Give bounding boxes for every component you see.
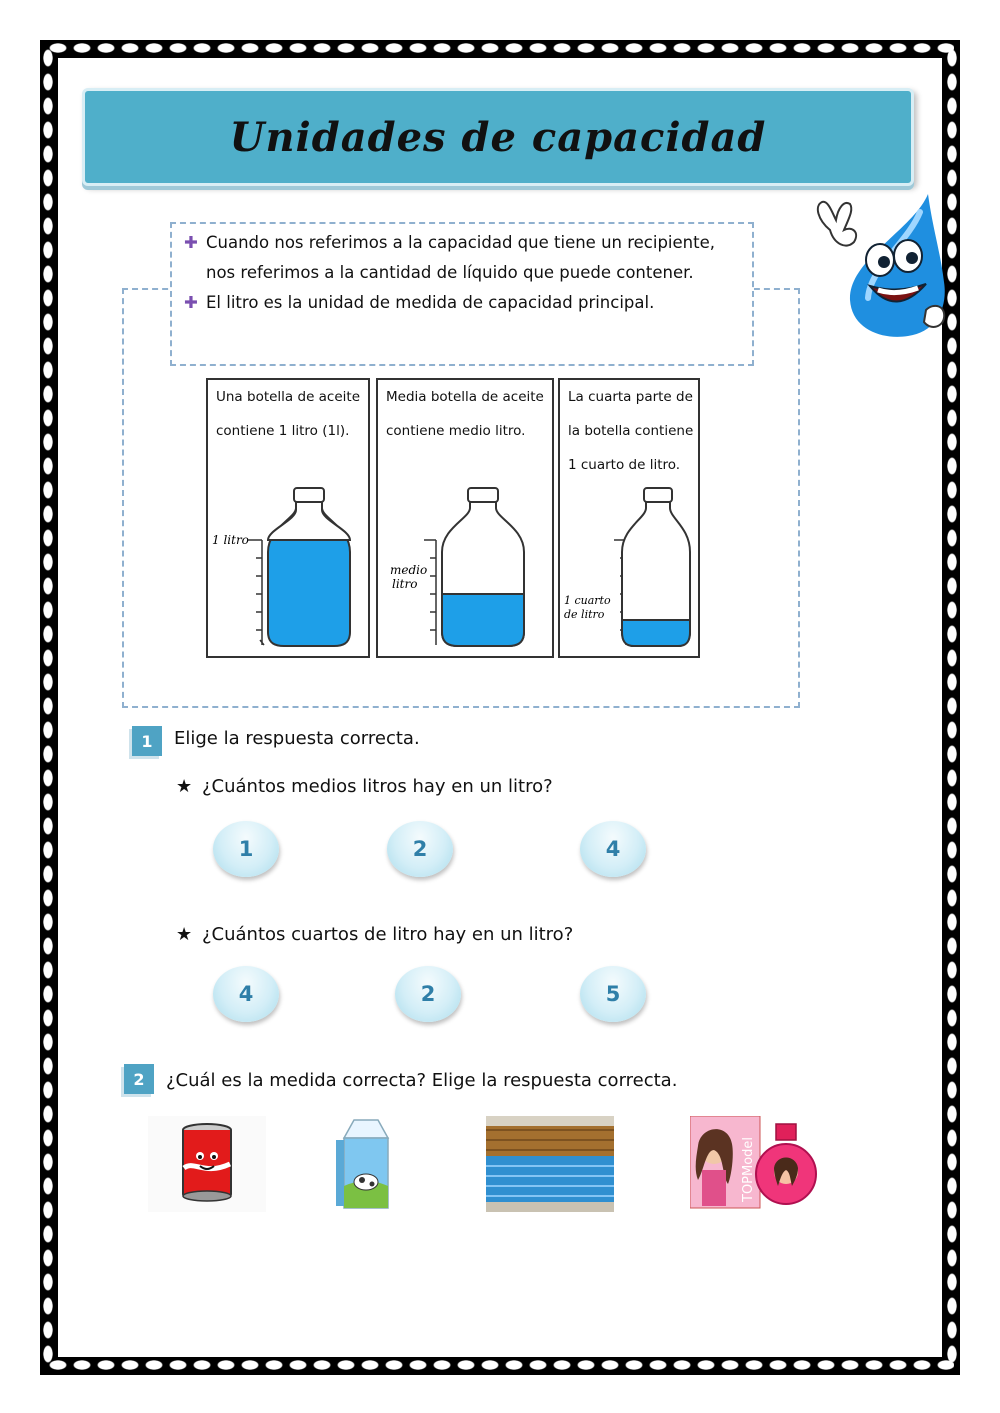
title-banner (82, 88, 914, 186)
svg-text:1 cuarto: 1 cuarto (564, 594, 611, 607)
question-1: ★ ¿Cuántos medios litros hay en un litro? (176, 776, 553, 797)
intro-bullet-1-cont: nos referimos a la cantidad de líquido que puede contener. (206, 263, 694, 282)
star-icon: ★ (176, 776, 193, 797)
perfume-bottle-icon[interactable] (690, 1116, 818, 1212)
q1-option-1[interactable]: 1 (213, 821, 279, 877)
star-icon: ★ (176, 924, 193, 945)
question-2: ★ ¿Cuántos cuartos de litro hay en un litro? (176, 924, 574, 945)
panel-text-line: contiene 1 litro (1l). (216, 423, 350, 439)
bottle-panel-half (376, 378, 554, 658)
svg-text:1 litro: 1 litro (212, 533, 249, 547)
bottle-panel-quarter (558, 378, 700, 658)
section-1-instruction: Elige la respuesta correcta. (174, 728, 420, 749)
swimming-pool-icon[interactable] (486, 1116, 614, 1212)
border-dots-left (42, 46, 54, 1367)
section-number-1: 1 (132, 726, 162, 756)
bottle-half-icon (384, 480, 544, 650)
bottle-panel-full (206, 378, 370, 658)
arrow-bullet-icon: ✚ (184, 233, 198, 252)
bottle-full-icon (212, 480, 362, 650)
q2-option-2[interactable]: 2 (395, 966, 461, 1022)
bottle-quarter-icon (562, 480, 696, 650)
svg-text:TOPModel: TOPModel (741, 1136, 756, 1202)
panel-text-line: contiene medio litro. (386, 423, 526, 439)
arrow-bullet-icon: ✚ (184, 293, 198, 312)
border-dots-top (46, 42, 954, 54)
svg-text:medio: medio (390, 563, 428, 577)
panel-text-line: Media botella de aceite (386, 389, 544, 405)
soda-can-icon[interactable] (148, 1116, 266, 1212)
svg-text:de litro: de litro (564, 608, 605, 621)
section-number-2: 2 (124, 1064, 154, 1094)
q1-option-3[interactable]: 4 (580, 821, 646, 877)
water-drop-mascot-icon (808, 190, 948, 340)
milk-carton-icon[interactable] (334, 1116, 394, 1212)
panel-text-line: Una botella de aceite (216, 389, 361, 405)
intro-bullet-2: ✚ El litro es la unidad de medida de capacidad principal. (184, 288, 654, 318)
q1-option-2[interactable]: 2 (387, 821, 453, 877)
page-title: Unidades de capacidad (229, 113, 767, 161)
svg-text:litro: litro (392, 577, 418, 591)
border-dots-bottom (46, 1359, 954, 1371)
panel-text-line: 1 cuarto de litro. (568, 457, 681, 473)
panel-text-line: La cuarta parte de (568, 389, 693, 405)
q2-option-1[interactable]: 4 (213, 966, 279, 1022)
q2-option-3[interactable]: 5 (580, 966, 646, 1022)
panel-text-line: la botella contiene (568, 423, 694, 439)
section-2-instruction: ¿Cuál es la medida correcta? Elige la respuesta correcta. (166, 1070, 678, 1091)
intro-bullet-1: ✚ Cuando nos referimos a la capacidad que tiene un recipiente, (184, 228, 715, 258)
